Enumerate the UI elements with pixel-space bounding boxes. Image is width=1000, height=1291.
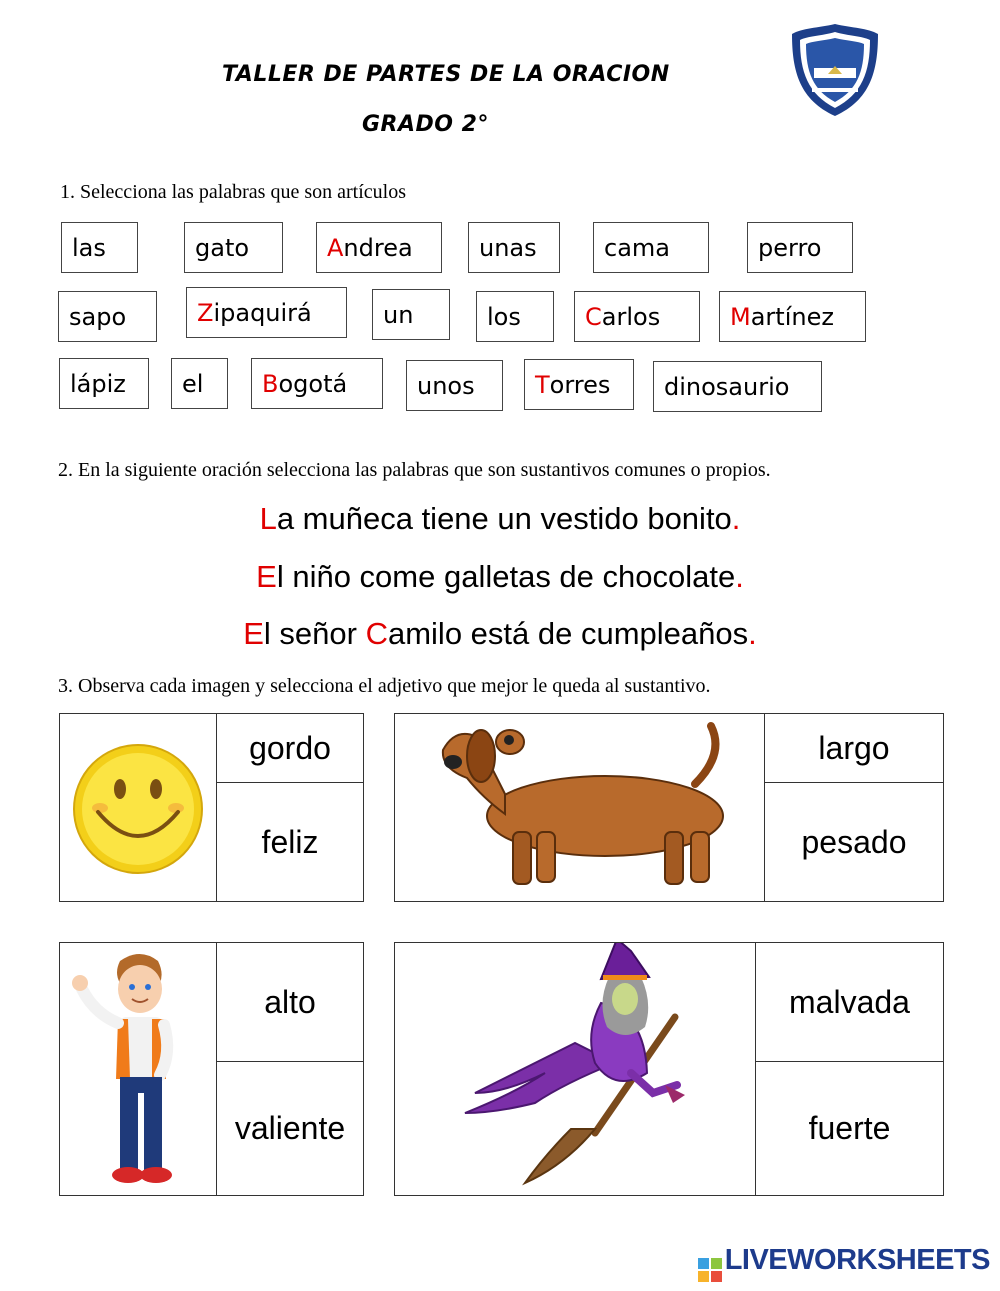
boy-standing-image bbox=[60, 943, 216, 1195]
word-initial: B bbox=[262, 369, 279, 398]
word-text: cama bbox=[604, 233, 670, 262]
word-box[interactable] bbox=[719, 291, 866, 342]
word-box[interactable] bbox=[574, 291, 700, 342]
option-pesado[interactable]: pesado bbox=[764, 782, 944, 902]
word-box[interactable] bbox=[58, 291, 157, 342]
word-text: dinosaurio bbox=[664, 372, 790, 401]
word-box[interactable] bbox=[406, 360, 503, 411]
option-gordo[interactable]: gordo bbox=[216, 713, 364, 783]
liveworksheets-brand: LIVEWORKSHEETS bbox=[724, 1244, 990, 1276]
sentence-3[interactable] bbox=[0, 616, 1000, 652]
word-text: ipaquirá bbox=[213, 298, 312, 327]
sentence-initial: L bbox=[259, 501, 277, 536]
word-initial: Z bbox=[197, 298, 214, 327]
sentence-1[interactable] bbox=[0, 501, 1000, 537]
word-box[interactable] bbox=[476, 291, 554, 342]
sentence-period: . bbox=[731, 501, 741, 536]
word-text: los bbox=[487, 302, 521, 331]
word-text: perro bbox=[758, 233, 822, 262]
question-2-prompt: 2. En la siguiente oración selecciona las palabras que son sustantivos comunes o propios. bbox=[58, 459, 771, 481]
question-3-prompt: 3. Observa cada imagen y selecciona el adjetivo que mejor le queda al sustantivo. bbox=[58, 675, 711, 697]
option-malvada[interactable]: malvada bbox=[755, 942, 944, 1062]
word-box[interactable] bbox=[59, 358, 149, 409]
word-text: las bbox=[72, 233, 106, 262]
word-box[interactable] bbox=[184, 222, 283, 273]
option-largo[interactable]: largo bbox=[764, 713, 944, 783]
sentence-text: l niño come galletas de chocolate bbox=[276, 559, 736, 594]
word-initial: A bbox=[327, 233, 344, 262]
option-alto[interactable]: alto bbox=[216, 942, 364, 1062]
word-box[interactable] bbox=[468, 222, 560, 273]
word-text: un bbox=[383, 300, 414, 329]
sentence-text: a muñeca tiene un vestido bonito bbox=[276, 501, 732, 536]
sentence-text: amilo está de cumpleaños bbox=[387, 616, 749, 651]
word-text: artínez bbox=[750, 302, 834, 331]
word-box[interactable] bbox=[593, 222, 709, 273]
question-1-prompt: 1. Selecciona las palabras que son artículos bbox=[60, 181, 406, 203]
word-text: arlos bbox=[601, 302, 661, 331]
sentence-period: . bbox=[748, 616, 757, 651]
sentence-period: . bbox=[735, 559, 744, 594]
word-initial: T bbox=[535, 370, 550, 399]
word-text: ndrea bbox=[343, 233, 413, 262]
word-box[interactable] bbox=[747, 222, 853, 273]
word-box[interactable] bbox=[653, 361, 822, 412]
dachshund-dog-image bbox=[395, 714, 765, 901]
word-box[interactable] bbox=[316, 222, 442, 273]
sentence-text: l señor bbox=[263, 616, 366, 651]
word-text: unos bbox=[417, 371, 475, 400]
school-crest-logo bbox=[788, 22, 882, 118]
option-valiente[interactable]: valiente bbox=[216, 1061, 364, 1196]
dog-image-panel bbox=[394, 713, 766, 902]
boy-image-panel bbox=[59, 942, 217, 1196]
worksheet-title: TALLER DE PARTES DE LA ORACION bbox=[222, 62, 670, 87]
word-text: lápiz bbox=[70, 369, 126, 398]
word-box[interactable] bbox=[372, 289, 450, 340]
word-box[interactable] bbox=[171, 358, 228, 409]
word-box[interactable] bbox=[251, 358, 383, 409]
word-initial: M bbox=[730, 302, 751, 331]
sentence-proper-initial: C bbox=[365, 616, 388, 651]
word-text: el bbox=[182, 369, 204, 398]
word-text: orres bbox=[549, 370, 611, 399]
grade-label: GRADO 2° bbox=[362, 112, 489, 137]
word-text: gato bbox=[195, 233, 250, 262]
witch-image-panel bbox=[394, 942, 756, 1196]
smiley-face-image bbox=[60, 714, 216, 901]
option-fuerte[interactable]: fuerte bbox=[755, 1061, 944, 1196]
option-feliz[interactable]: feliz bbox=[216, 782, 364, 902]
sentence-initial: E bbox=[256, 559, 277, 594]
sentence-2[interactable] bbox=[0, 559, 1000, 595]
word-text: sapo bbox=[69, 302, 127, 331]
sentence-initial: E bbox=[243, 616, 264, 651]
word-text: unas bbox=[479, 233, 537, 262]
word-initial: C bbox=[585, 302, 602, 331]
word-box[interactable] bbox=[61, 222, 138, 273]
word-box[interactable] bbox=[524, 359, 634, 410]
word-text: ogotá bbox=[278, 369, 348, 398]
smiley-image-panel bbox=[59, 713, 217, 902]
word-box[interactable] bbox=[186, 287, 347, 338]
witch-on-broom-image bbox=[395, 943, 755, 1195]
liveworksheets-logo-icon bbox=[698, 1258, 722, 1282]
